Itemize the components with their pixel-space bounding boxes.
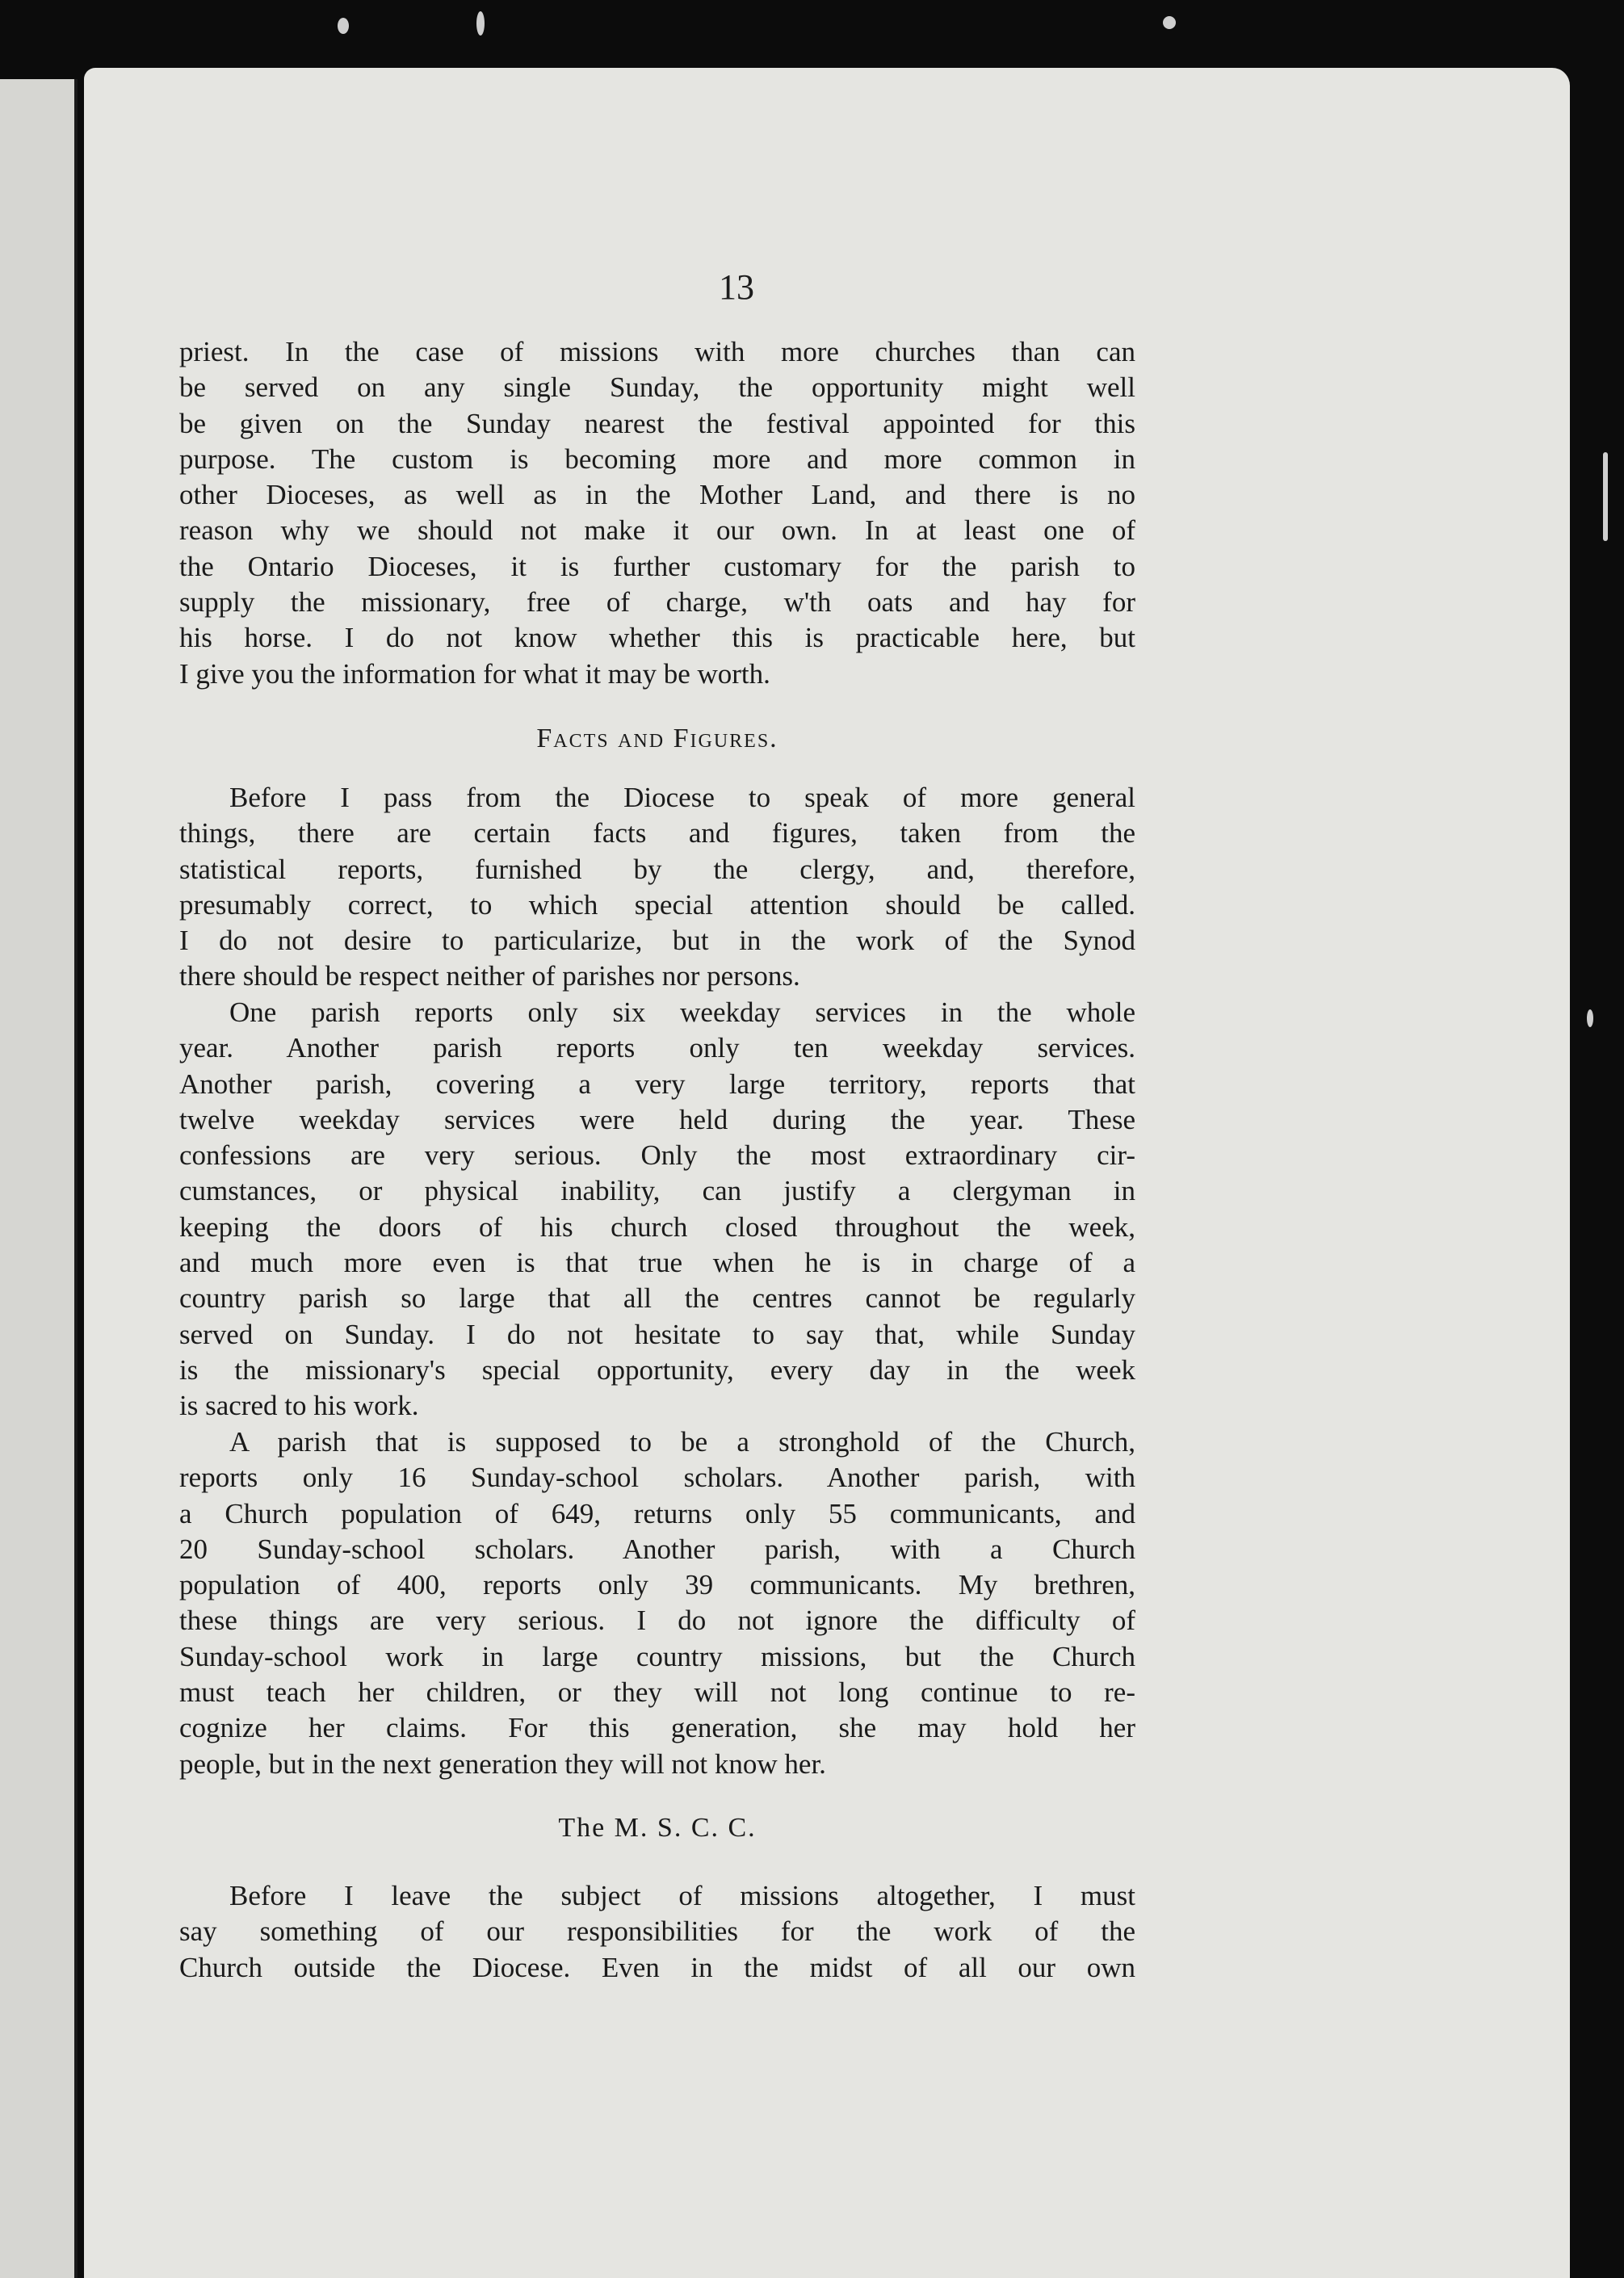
text-line: his horse. I do not know whether this is practicable here, but [179, 622, 1135, 654]
text-line: be served on any single Sunday, the opportunity might well [179, 371, 1135, 404]
text-line: A parish that is supposed to be a stronghold of the Church, [229, 1426, 1135, 1458]
text-line: reports only 16 Sunday-school scholars. Another parish, with [179, 1462, 1135, 1494]
text-line: I do not desire to particularize, but in the work of the Synod [179, 925, 1135, 957]
text-line: priest. In the case of missions with more churches than can [179, 336, 1135, 367]
text-line: population of 400, reports only 39 communicants. My brethren, [179, 1569, 1135, 1601]
text-line: Sunday-school work in large country missions, but the Church [179, 1640, 1135, 1672]
text-line: a Church population of 649, returns only 55 communicants, and [179, 1497, 1135, 1529]
text-line: cognize her claims. For this generation, she may hold her [179, 1712, 1135, 1744]
text-line: statistical reports, furnished by the clergy, and, therefore, [179, 853, 1135, 885]
scan-speck [1163, 16, 1176, 29]
section-heading-msc: The M. S. C. C. [558, 1813, 757, 1843]
text-line: be given on the Sunday nearest the festival appointed for this [179, 407, 1135, 439]
text-line: things, there are certain facts and figures, taken from the [179, 817, 1135, 850]
text-line: country parish so large that all the centres cannot be regularly [179, 1282, 1135, 1315]
paragraph-before-i-leave [179, 1878, 1135, 1986]
scan-speck [338, 18, 349, 34]
text-line: supply the missionary, free of charge, w'th oats and hay for [179, 586, 1135, 619]
text-line: year. Another parish reports only ten weekday services. [179, 1032, 1135, 1064]
text-line: people, but in the next generation they will not know her. [179, 1747, 826, 1780]
paragraph-one-parish [179, 995, 1135, 1424]
paragraph-stronghold [179, 1424, 1135, 1782]
text-line: purpose. The custom is becoming more and more common in [179, 443, 1135, 475]
text-line: is the missionary's special opportunity, every day in the week [179, 1353, 1135, 1386]
text-line: Before I pass from the Diocese to speak of more general [229, 782, 1135, 813]
text-line: the Ontario Dioceses, it is further customary for the parish to [179, 550, 1135, 582]
text-line: Another parish, covering a very large territory, reports that [179, 1068, 1135, 1100]
text-line: twelve weekday services were held during the year. These [179, 1103, 1135, 1135]
text-line: Church outside the Diocese. Even in the midst of all our own [179, 1951, 1135, 1983]
text-line: is sacred to his work. [179, 1390, 419, 1422]
text-line: other Dioceses, as well as in the Mother Land, and there is no [179, 479, 1135, 511]
text-line: cumstances, or physical inability, can justify a clergyman in [179, 1175, 1135, 1207]
text-line: confessions are very serious. Only the most extraordinary cir- [179, 1139, 1135, 1172]
text-line: and much more even is that true when he is in charge of a [179, 1247, 1135, 1279]
text-line: these things are very serious. I do not ignore the difficulty of [179, 1605, 1135, 1637]
text-line: must teach her children, or they will not long continue to re- [179, 1676, 1135, 1709]
scan-speck [1587, 1009, 1593, 1027]
text-line: served on Sunday. I do not hesitate to say that, while Sunday [179, 1318, 1135, 1350]
text-line: Before I leave the subject of missions altogether, I must [229, 1880, 1135, 1911]
text-line: reason why we should not make it our own. In at least one of [179, 514, 1135, 547]
text-line: there should be respect neither of parishes nor persons. [179, 960, 800, 992]
paragraph-before-i-pass [179, 780, 1135, 995]
text-line: keeping the doors of his church closed throughout the week, [179, 1210, 1135, 1243]
text-line: say something of our responsibilities for the work of the [179, 1915, 1135, 1948]
scan-speck [476, 11, 485, 36]
text-line: presumably correct, to which special attention should be called. [179, 888, 1135, 921]
text-line: One parish reports only six weekday services in the whole [229, 996, 1135, 1028]
text-line: 20 Sunday-school scholars. Another parish, with a Church [179, 1533, 1135, 1565]
paragraph-priest [179, 334, 1135, 692]
scan-speck [1603, 452, 1608, 541]
section-heading-facts-and-figures: Facts and Figures. [536, 724, 778, 753]
page-number: 13 [719, 267, 754, 307]
facing-page-edge [0, 79, 78, 2278]
text-line: I give you the information for what it may be worth. [179, 657, 770, 690]
